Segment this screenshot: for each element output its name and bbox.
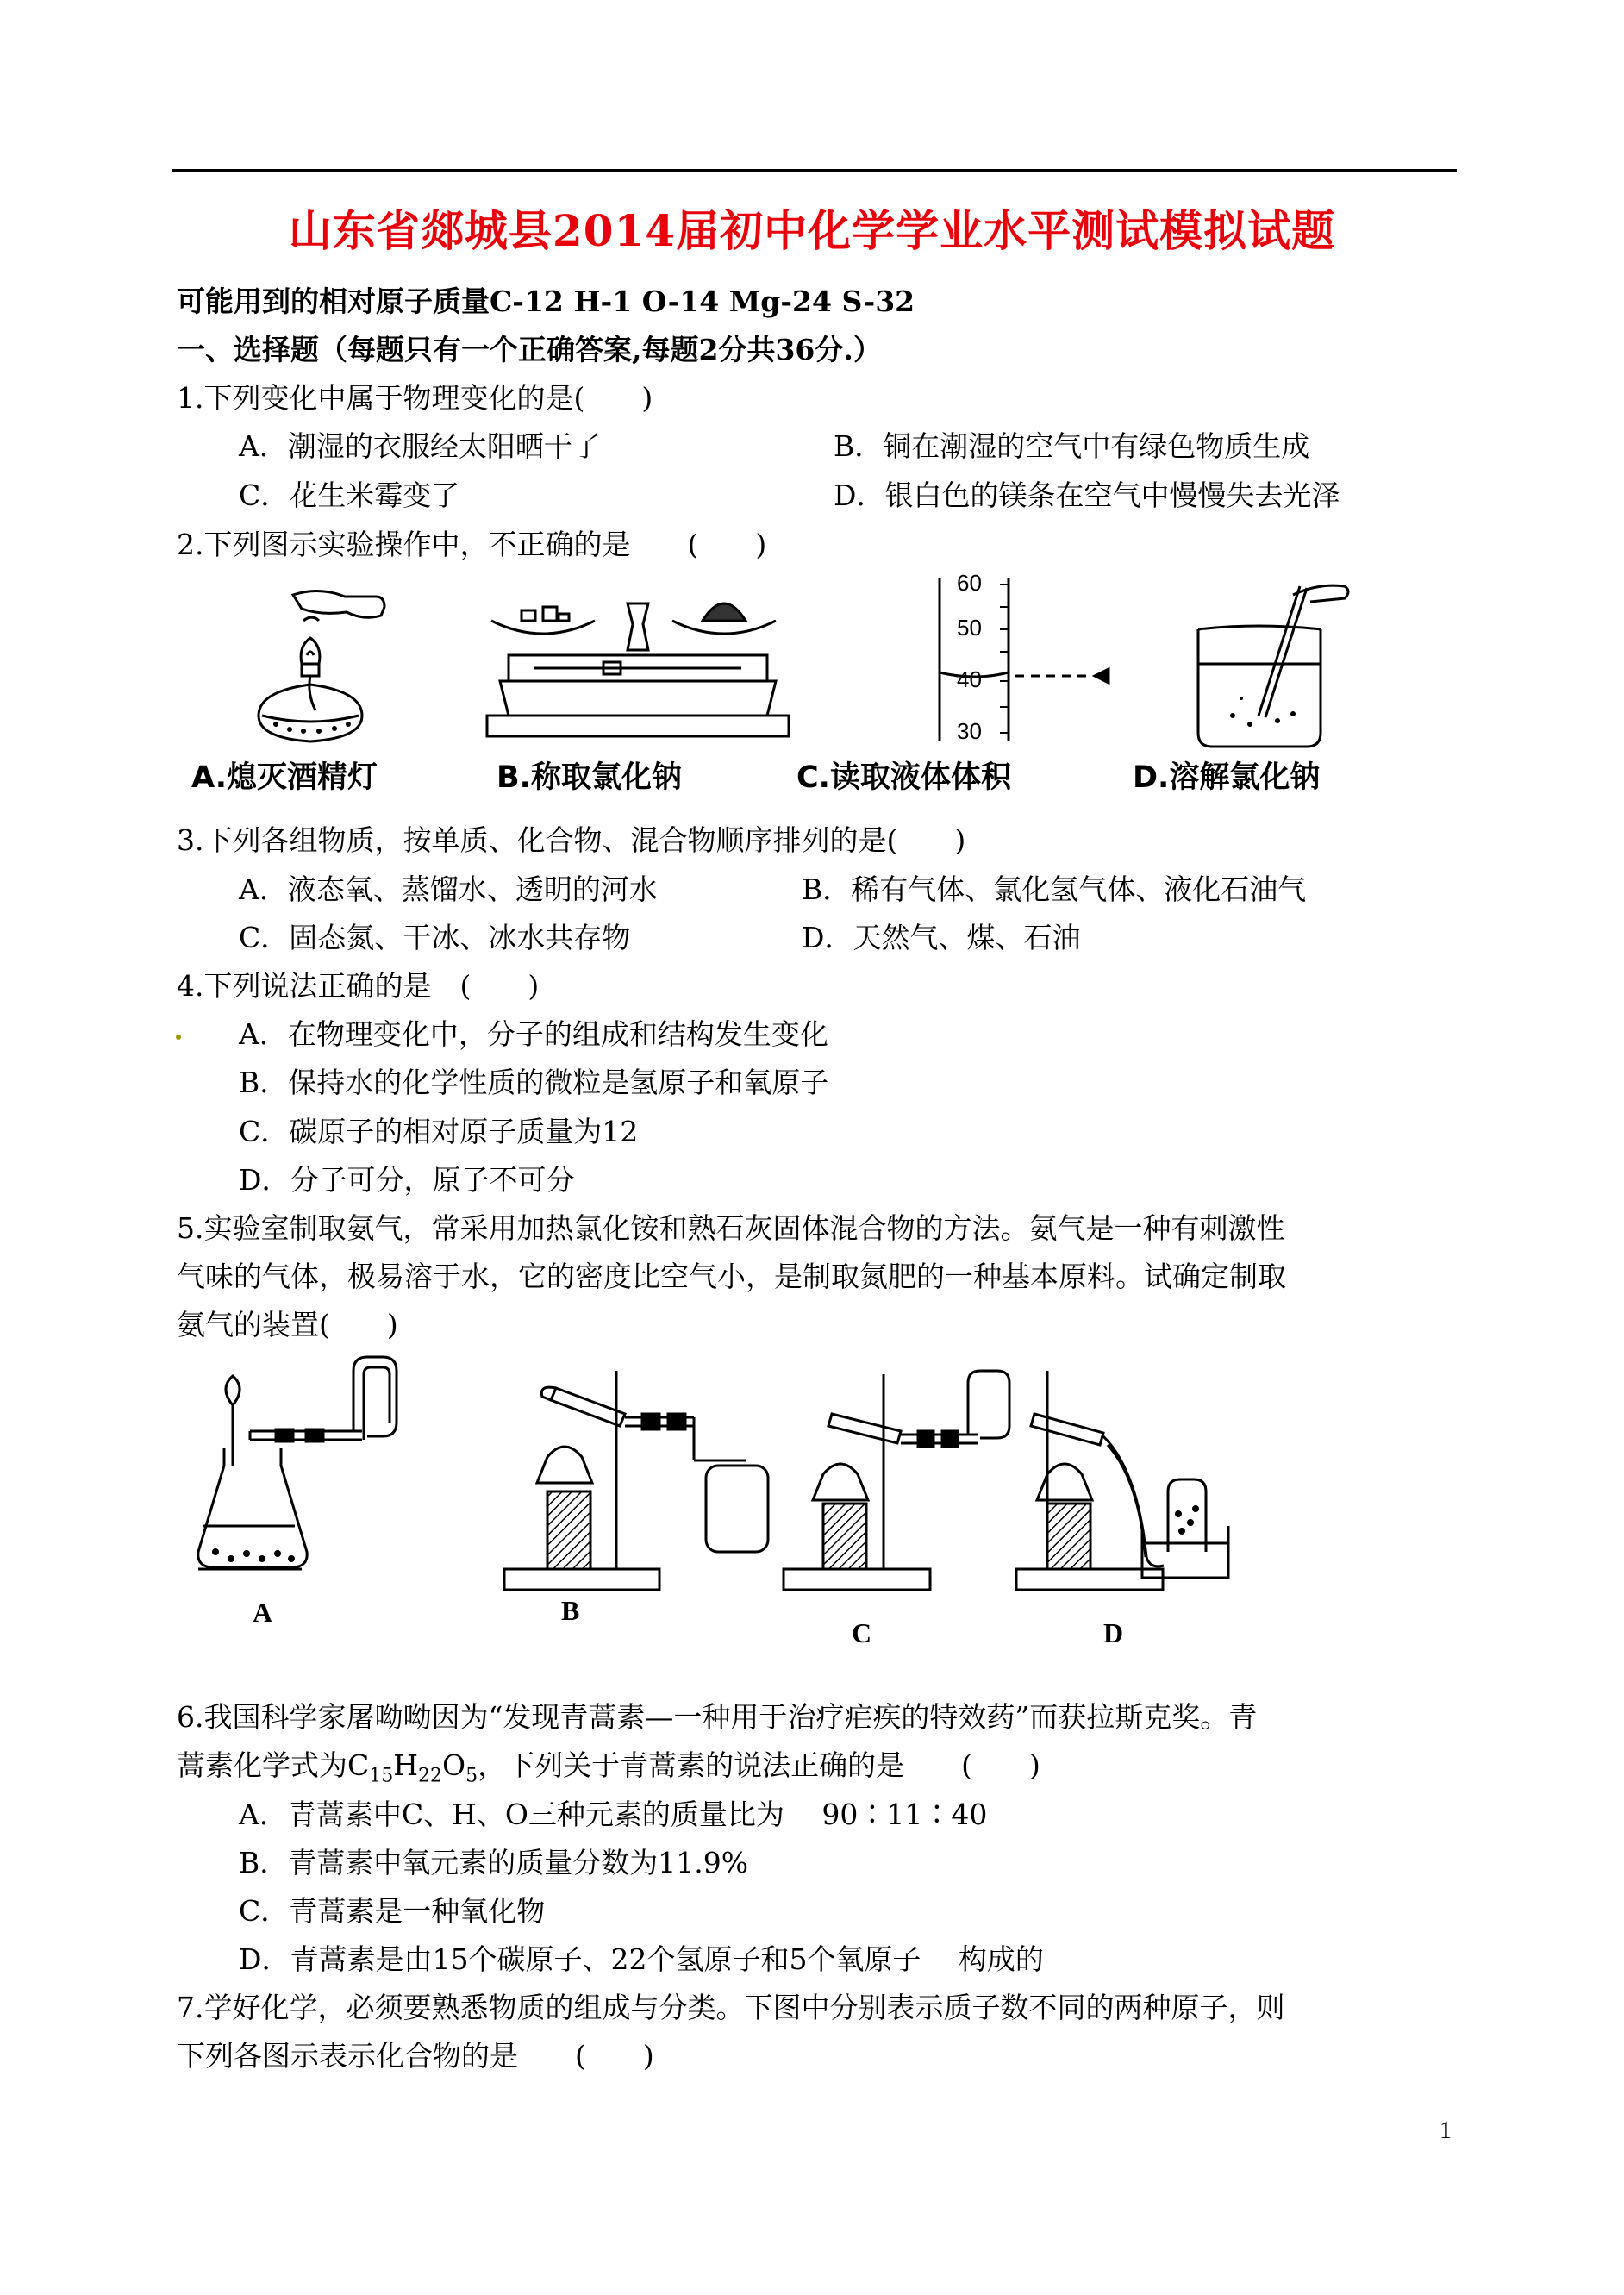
balance-figure: [483, 595, 793, 750]
q6-option-b: B．青蒿素中氧元素的质量分数为11.9%: [239, 1846, 749, 1879]
q6-option-c: C．青蒿素是一种氧化物: [239, 1894, 546, 1928]
q6-line-1: 6.我国科学家屠呦呦因为“发现青蒿素—一种用于治疗疟疾的特效药”而获拉斯克奖。青: [177, 1700, 1258, 1734]
q4-option-c: C．碳原子的相对原子质量为12: [239, 1115, 639, 1148]
apparatus-label-a: A: [253, 1597, 273, 1628]
q2-stem: 2.下列图示实验操作中，不正确的是 ( ): [177, 528, 767, 561]
q2-caption-a: A.熄灭酒精灯: [191, 760, 378, 795]
q6-option-a: A．青蒿素中C、H、O三种元素的质量比为 90∶11∶40: [239, 1798, 988, 1831]
q4-option-a: A．在物理变化中，分子的组成和结构发生变化: [239, 1017, 828, 1051]
q6-line-2: 蒿素化学式为$C_{15}H_{22}O_5$，下列关于青蒿素的说法正确的是 ( ): [177, 1748, 1040, 1787]
q2-caption-c: C.读取液体体积: [796, 760, 1011, 795]
alcohol-lamp-figure: [224, 586, 397, 759]
cylinder-tick-30: 30: [957, 718, 982, 744]
apparatus-b: [496, 1362, 780, 1595]
q4-stem: 4.下列说法正确的是 ( ): [177, 969, 540, 1003]
q5-line-3: 氨气的装置( ): [177, 1308, 398, 1341]
q7-line-2: 下列各图示表示化合物的是 ( ): [177, 2039, 654, 2073]
q4-option-b: B．保持水的化学性质的微粒是氢原子和氧原子: [239, 1066, 829, 1099]
apparatus-c: [780, 1354, 1021, 1595]
apparatus-d: [1013, 1362, 1237, 1604]
q3-option-b: B．稀有气体、氯化氢气体、液化石油气: [802, 872, 1307, 906]
apparatus-label-c: C: [852, 1617, 872, 1648]
q1-option-d: D．银白色的镁条在空气中慢慢失去光泽: [834, 478, 1340, 512]
q7-line-1: 7.学好化学，必须要熟悉物质的组成与分类。下图中分别表示质子数不同的两种原子，则: [177, 1991, 1285, 2024]
atomic-masses: 可能用到的相对原子质量C-12 H-1 O-14 Mg-24 S-32: [177, 285, 915, 318]
q6-option-d: D．青蒿素是由15个碳原子、22个氢原子和5个氧原子 构成的: [239, 1942, 1044, 1976]
q3-stem: 3.下列各组物质，按单质、化合物、混合物顺序排列的是( ): [177, 823, 966, 857]
cylinder-tick-60: 60: [957, 570, 982, 596]
header-rule: [172, 169, 1457, 172]
q2-caption-b: B.称取氯化钠: [497, 760, 682, 795]
section-heading: 一、选择题（每题只有一个正确答案,每题2分共36分.）: [177, 333, 882, 366]
apparatus-label-d: D: [1103, 1617, 1124, 1648]
q5-line-2: 气味的气体，极易溶于水，它的密度比空气小，是制取氮肥的一种基本原料。试确定制取: [177, 1260, 1286, 1293]
apparatus-a: [190, 1354, 397, 1578]
page-title: 山东省郯城县2014届初中化学学业水平测试模拟试题: [288, 205, 1336, 256]
q5-line-1: 5.实验室制取氨气，常采用加热氯化铵和熟石灰固体混合物的方法。氨气是一种有刺激性: [177, 1211, 1285, 1245]
cylinder-tick-50: 50: [957, 615, 982, 641]
q3-option-d: D．天然气、煤、石油: [802, 921, 1081, 954]
page-number: 1: [1440, 2117, 1452, 2144]
graduated-cylinder-figure: [914, 569, 1121, 750]
q2-caption-d: D.溶解氯化钠: [1133, 760, 1321, 795]
q1-option-c: C．花生米霉变了: [239, 478, 460, 512]
q3-option-c: C．固态氮、干冰、冰水共存物: [239, 921, 631, 954]
stray-mark: [176, 1035, 181, 1040]
cylinder-tick-40: 40: [957, 666, 982, 692]
apparatus-label-b: B: [561, 1595, 580, 1626]
beaker-figure: [1181, 569, 1379, 750]
q1-option-a: A．潮湿的衣服经太阳晒干了: [239, 429, 601, 463]
q4-option-d: D．分子可分，原子不可分: [239, 1163, 575, 1197]
q1-option-b: B．铜在潮湿的空气中有绿色物质生成: [834, 429, 1310, 463]
q3-option-a: A．液态氧、蒸馏水、透明的河水: [239, 872, 658, 906]
q1-stem: 1.下列变化中属于物理变化的是( ): [177, 381, 653, 415]
